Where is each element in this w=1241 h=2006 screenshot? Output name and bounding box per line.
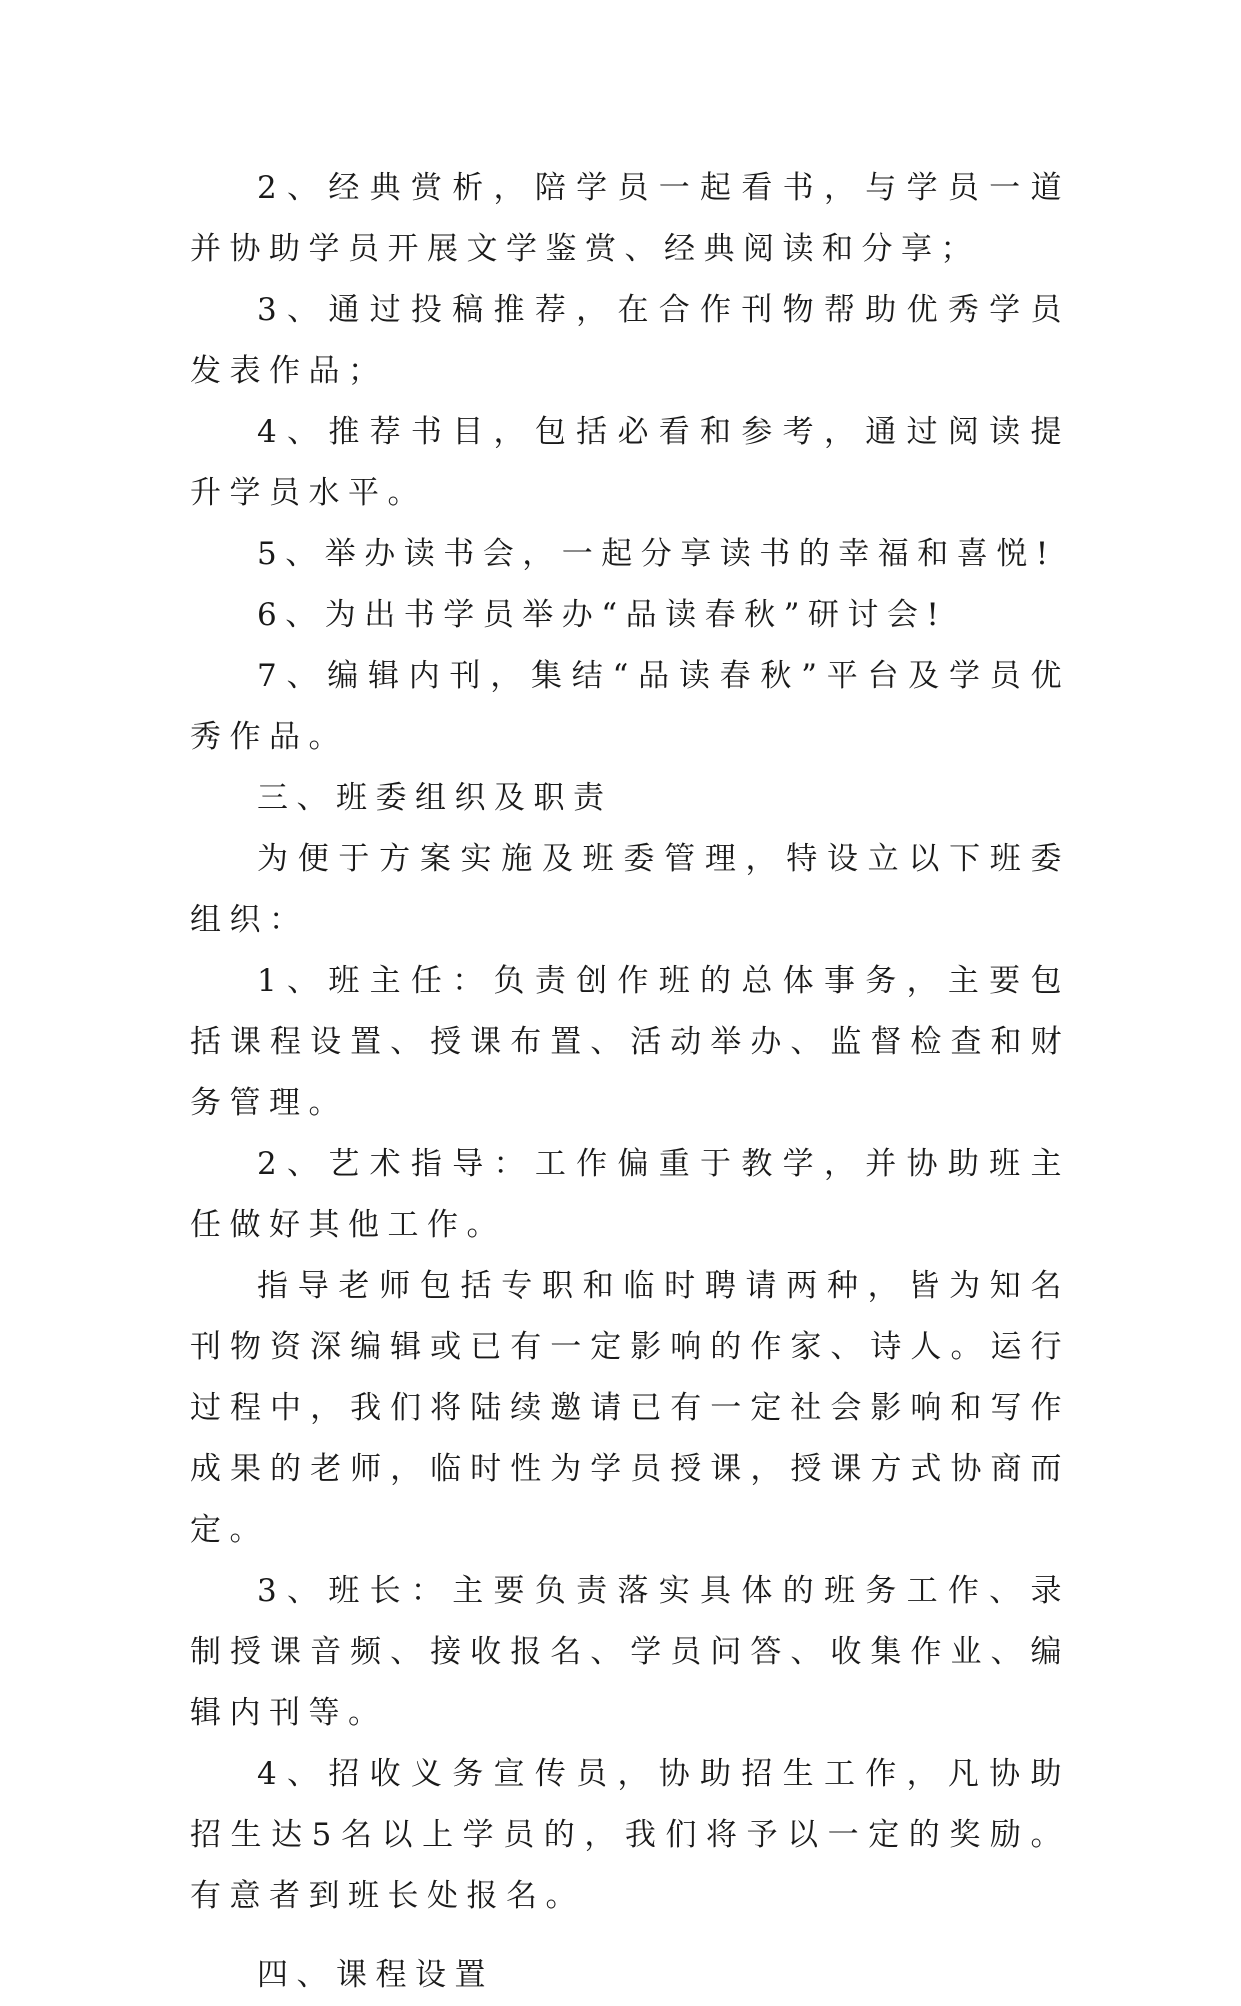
section-heading-3: 三、班委组织及职责	[257, 780, 613, 816]
paragraph-spacer	[190, 1927, 1070, 1945]
section-intro: 为便于方案实施及班委管理，特设立以下班委组织：	[190, 841, 1070, 938]
duty-volunteer-promoter: 4、招收义务宣传员，协助招生工作，凡协助招生达5名以上学员的，我们将予以一定的奖励。有意者到班长处报名。	[190, 1756, 1070, 1914]
duty-head-teacher: 1、班主任：负责创作班的总体事务，主要包括课程设置、授课布置、活动举办、监督检查和财务管理。	[190, 963, 1070, 1121]
document-body	[190, 158, 1070, 2006]
duty-art-director: 2、艺术指导：工作偏重于教学，并协助班主任做好其他工作。	[190, 1146, 1070, 1243]
paragraph-item-5: 5、举办读书会，一起分享读书的幸福和喜悦!	[257, 536, 1057, 572]
paragraph-item-2: 2、经典赏析，陪学员一起看书，与学员一道并协助学员开展文学鉴赏、经典阅读和分享；	[190, 170, 1070, 267]
duty-monitor: 3、班长：主要负责落实具体的班务工作、录制授课音频、接收报名、学员问答、收集作业、编辑内刊等。	[190, 1573, 1070, 1731]
instructors-note: 指导老师包括专职和临时聘请两种，皆为知名刊物资深编辑或已有一定影响的作家、诗人。运行过程中，我们将陆续邀请已有一定社会影响和写作成果的老师，临时性为学员授课，授课方式协商而定。	[190, 1268, 1070, 1548]
section-heading-4: 四、课程设置	[257, 1957, 494, 1993]
paragraph-item-3: 3、通过投稿推荐，在合作刊物帮助优秀学员发表作品；	[190, 292, 1070, 389]
paragraph-item-6: 6、为出书学员举办“品读春秋”研讨会!	[257, 597, 948, 633]
paragraph-item-7: 7、编辑内刊，集结“品读春秋”平台及学员优秀作品。	[190, 658, 1070, 755]
paragraph-item-4: 4、推荐书目，包括必看和参考，通过阅读提升学员水平。	[190, 414, 1070, 511]
